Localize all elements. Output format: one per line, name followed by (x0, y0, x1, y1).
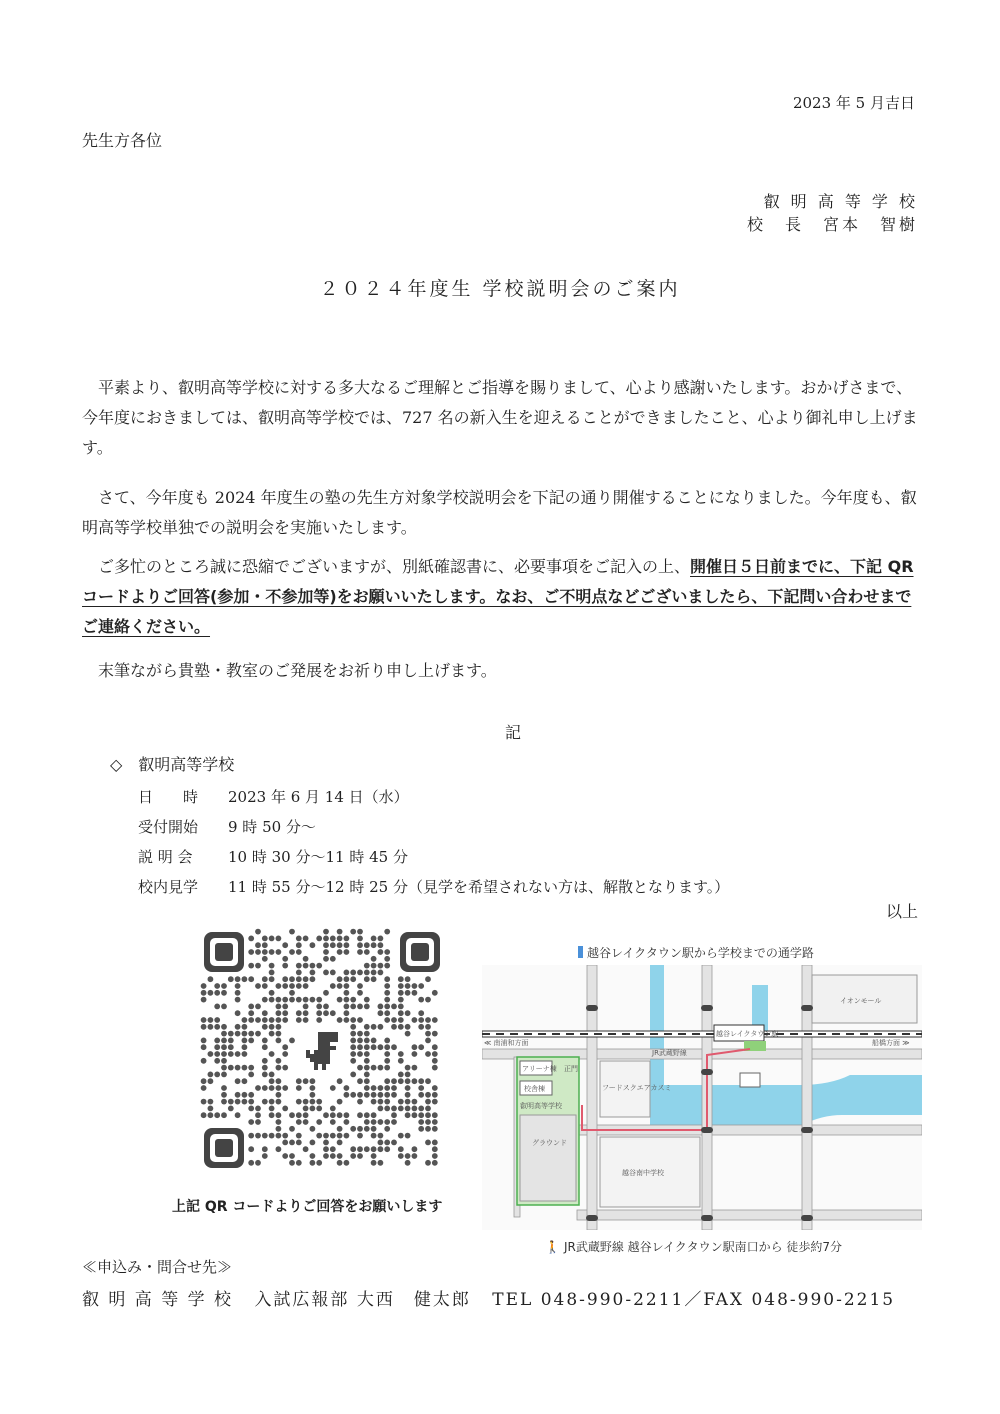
schedule-row (138, 782, 729, 812)
ijo-closing: 以上 (885, 902, 918, 921)
paragraph-closing: 末筆ながら貴塾・教室のご発展をお祈り申し上げます。 (98, 661, 497, 680)
station-label: 越谷レイクタウン駅 (716, 1030, 779, 1038)
addressee: 先生方各位 (82, 131, 163, 150)
map-title (578, 944, 814, 961)
direction-left-label: ≪ 南浦和方面 (484, 1039, 529, 1047)
request-emphasis: 開催日５日前までに、下記 QR コードよりご回答(参加・不参加等)をお願いいたします。なお、ご不明点などございましたら、下記問い合わせまでご連絡ください。 (82, 557, 914, 636)
map-caption (545, 1238, 842, 1255)
request-text: ご多忙のところ誠に恐縮でございますが、別紙確認書に、必要事項をご記入の上、 (98, 557, 691, 576)
sender-principal: 校 長 宮本 智樹 (746, 215, 918, 234)
schedule-value: 2023 年 6 月 14 日（水） (228, 788, 409, 806)
contact-dept: 入試広報部 大西 健太郎 (254, 1290, 471, 1310)
map-caption-text: JR武蔵野線 越谷レイクタウン駅南口から 徒歩約7分 (563, 1240, 843, 1254)
gate-label: 正門 (564, 1065, 578, 1073)
paragraph-greeting: 平素より、叡明高等学校に対する多大なるご理解とご指導を賜りまして、心より感謝いたします。おかげさまで、今年度におきましては、叡明高等学校では、727 名の新入生を迎えることができましたこと、心より御礼申し上げます。 (82, 378, 918, 457)
map-railway (482, 1031, 922, 1037)
schedule-row (138, 842, 729, 872)
schedule-value: 11 時 55 分〜12 時 25 分（見学を希望されない方は、解散となります。） (228, 878, 730, 896)
map-small-building (740, 1073, 760, 1087)
contact-line (82, 1285, 909, 1310)
aeon-label: イオンモール (840, 997, 882, 1005)
contact-phone: TEL 048-990-2211／FAX 048-990-2215 (492, 1290, 896, 1310)
qr-finder-top-right (400, 932, 440, 972)
sender-school: 叡 明 高 等 学 校 (763, 192, 918, 211)
direction-right-label: 船橋方面 ≫ (872, 1039, 910, 1047)
paragraph-announcement: さて、今年度も 2024 年度生の塾の先生方対象学校説明会を下記の通り開催することになりました。今年度も、叡明高等学校単独での説明会を実施いたします。 (82, 488, 917, 537)
ki-heading: 記 (505, 723, 522, 742)
schedule-label: 受付開始 (138, 818, 199, 836)
route-map (482, 965, 922, 1230)
contact-school: 叡 明 高 等 学 校 (82, 1290, 234, 1310)
document-title: ２０２４年度生 学校説明会のご案内 (319, 278, 681, 300)
contact-label: ≪申込み・問合せ先≫ (82, 1258, 233, 1276)
kasumi-label: フードスクエアカスミ (602, 1084, 672, 1092)
schedule-row (138, 812, 729, 842)
qr-finder-top-left (204, 932, 244, 972)
paragraph-request (82, 552, 922, 642)
schedule-list (138, 782, 729, 902)
document-date: 2023 年 5 月吉日 (792, 94, 915, 112)
junior-high-label: 越谷南中学校 (622, 1169, 664, 1177)
sender-block (747, 190, 918, 236)
dinosaur-icon (296, 1024, 348, 1076)
qr-code[interactable] (200, 928, 444, 1172)
school-label: 叡明高等学校 (520, 1102, 562, 1110)
map-school (517, 1057, 579, 1205)
ground-label: グラウンド (532, 1139, 567, 1147)
map-title-text: 越谷レイクタウン駅から学校までの通学路 (587, 946, 814, 960)
building-label: 校舎棟 (524, 1085, 545, 1093)
schedule-value: 9 時 50 分〜 (228, 818, 316, 836)
map-junior-high (600, 1137, 700, 1207)
schedule-label: 校内見学 (138, 878, 199, 896)
schedule-label: 日 時 (138, 788, 199, 806)
schedule-row (138, 872, 729, 902)
line-label: JR武蔵野線 (652, 1049, 687, 1057)
map-title-bar (578, 946, 583, 958)
arena-label: アリーナ棟 (522, 1065, 557, 1073)
schedule-value: 10 時 30 分〜11 時 45 分 (228, 848, 408, 866)
schedule-label: 説 明 会 (138, 848, 193, 866)
qr-finder-bottom-left (204, 1128, 244, 1168)
qr-caption: 上記 QR コードよりご回答をお願いします (172, 1199, 443, 1215)
map-aeon-building (812, 975, 917, 1023)
event-school: ◇ 叡明高等学校 (110, 755, 235, 774)
walking-person-icon: 🚶 (545, 1240, 560, 1254)
